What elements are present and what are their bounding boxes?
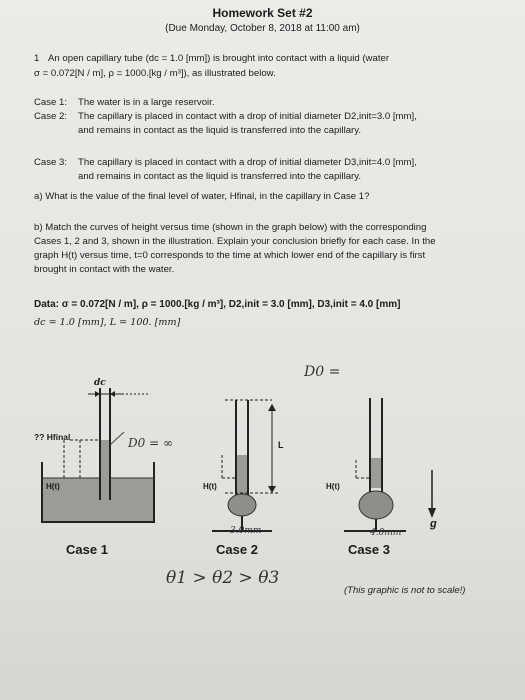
gravity-arrow (428, 470, 436, 518)
case1-reservoir (42, 462, 154, 522)
question-a: a) What is the value of the final level of water, Hfinal, in the capillary in Case 1? (34, 191, 370, 202)
case2-label: Case 2: (34, 111, 68, 122)
case3-capillary (344, 398, 406, 531)
case3-label: Case 3: (34, 157, 68, 168)
due-date: (Due Monday, October 8, 2018 at 11:00 am) (165, 23, 360, 34)
data-line-2: dc = 1.0 [mm], L = 100. [mm] (34, 317, 181, 328)
case1-text: The water is in a large reservoir. (78, 97, 215, 108)
handwritten-theta: θ1 > θ2 > θ3 (166, 568, 280, 588)
handwritten-3mm: 3.0mm (230, 526, 262, 536)
case1-ht-label: H(t) (46, 482, 60, 491)
gravity-label: g (430, 518, 437, 530)
not-to-scale-note: (This graphic is not to scale!) (344, 585, 466, 596)
length-label: L (278, 440, 284, 450)
intro-line-2: σ = 0.072[N / m], ρ = 1000.[kg / m³]), as illustrated below. (34, 68, 276, 79)
homework-title: Homework Set #2 (212, 6, 313, 20)
hfinal-label: ?? Hfinal (34, 432, 71, 442)
case3-caption: Case 3 (348, 542, 390, 557)
case2-line-2: and remains in contact as the liquid is transferred into the capillary. (78, 125, 361, 136)
handwritten-4mm: 4.0mm (370, 528, 402, 538)
question-b-line-4: brought in contact with the water. (34, 264, 175, 275)
case2-ht-label: H(t) (203, 482, 217, 491)
case2-capillary (212, 400, 280, 531)
intro-line-1: An open capillary tube (dc = 1.0 [mm]) is brought into contact with a liquid (water (48, 53, 390, 64)
case2-caption: Case 2 (216, 542, 258, 557)
question-b-line-1: b) Match the curves of height versus time (shown in the graph below) with the corresponding (34, 222, 427, 233)
case1-caption: Case 1 (66, 542, 108, 557)
data-line-1: Data: σ = 0.072[N / m], ρ = 1000.[kg / m³], D2,init = 3.0 [mm], D3,init = 4.0 [mm] (34, 299, 401, 310)
case2-line-1: The capillary is placed in contact with a drop of initial diameter D2,init=3.0 [mm], (78, 111, 417, 122)
handwritten-d0-infinity: D0 = ∞ (128, 436, 173, 450)
dc-label: dc (94, 378, 106, 388)
case3-line-1: The capillary is placed in contact with a drop of initial diameter D3,init=4.0 [mm], (78, 157, 417, 168)
question-b-line-2: Cases 1, 2 and 3, shown in the illustration. Explain your conclusion briefly for each case. In the (34, 236, 436, 247)
handwritten-d0: D0 = (304, 364, 341, 380)
case1-label: Case 1: (34, 97, 68, 108)
case3-ht-label: H(t) (326, 482, 340, 491)
case3-line-2: and remains in contact as the liquid is transferred into the capillary. (78, 171, 361, 182)
question-b-line-3: graph H(t) versus time, t=0 corresponds to the time at which lower end of the capillary is first (34, 250, 426, 261)
problem-number: 1 (34, 53, 40, 64)
